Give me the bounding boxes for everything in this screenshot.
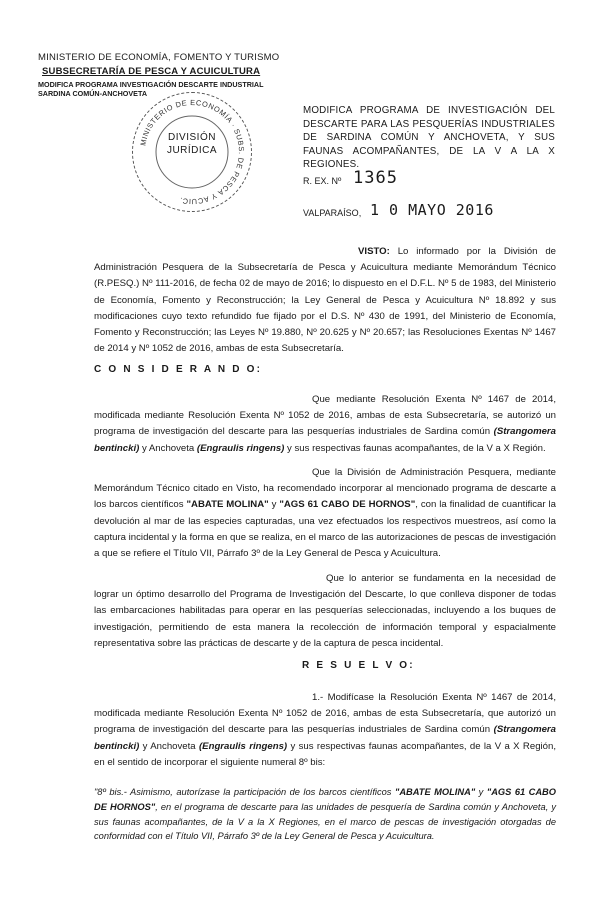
stamp-line-2: JURÍDICA	[166, 145, 218, 156]
c2-text-e: , con la finalidad de cuantificar la devolución al mar de las especies capturadas, una vez efectuados los respectivos muestreos, así como la captura incidental y la forma en que se realiza, en el marco de las autorizaciones de pescas de investigación a que se refiere el Título VII, Párrafo 3º de la Ley General de Pesca y Acuicultura.	[94, 499, 556, 560]
visto-label: VISTO:	[358, 246, 390, 257]
r1-text-e: y sus respectivas faunas acompañantes, de la V a X Región, en el sentido de incorporar el siguiente numeral 8º bis:	[94, 740, 556, 768]
resolution-date: 1 0 MAYO 2016	[370, 201, 494, 219]
c1-text-c: y Anchoveta	[139, 442, 197, 454]
reference-line-1: MODIFICA PROGRAMA INVESTIGACIÓN DESCARTE INDUSTRIAL	[38, 80, 264, 89]
resuelvo-heading: R E S U E L V O:	[302, 660, 415, 671]
c2-vessel-1: "ABATE MOLINA"	[186, 499, 269, 511]
c1-species-1: (Strangomera bentincki)	[94, 426, 556, 454]
r1-species-1: (Strangomera bentincki)	[94, 724, 556, 752]
resolution-number-label: R. EX. Nº	[303, 176, 342, 186]
ministry-name: MINISTERIO DE ECONOMÍA, FOMENTO Y TURISMO	[38, 52, 280, 63]
c2-text-a: Que la División de Administración Pesquera, mediante Memorándum Técnico citado en Visto, ha recomendado incorporar al mencionado programa de descarte a los barcos científicos	[94, 467, 556, 511]
q-vessel-2: "AGS 61 CABO DE HORNOS"	[94, 787, 556, 812]
c1-text-e: y sus respectivas faunas acompañantes, de la V a X Región.	[284, 442, 546, 454]
q-vessel-1: "ABATE MOLINA"	[394, 787, 476, 797]
considerando-paragraph-1	[94, 392, 556, 457]
subsecretaria-name: SUBSECRETARÍA DE PESCA Y ACUICULTURA	[42, 66, 261, 77]
considerando-paragraph-2	[94, 465, 556, 562]
place-label: VALPARAÍSO,	[303, 208, 362, 218]
c2-vessel-2: "AGS 61 CABO DE HORNOS"	[279, 499, 416, 511]
resolution-subject: MODIFICA PROGRAMA DE INVESTIGACIÓN DEL DESCARTE PARA LAS PESQUERÍAS INDUSTRIALES DE SARDINA COMÚN Y ANCHOVETA, Y SUS FAUNAS ACOMPAÑANTES, DE LA V A LA X REGIONES.	[303, 105, 555, 170]
reference-line-2: SARDINA COMÚN-ANCHOVETA	[38, 89, 148, 98]
q-text-a: "8º bis.- Asimismo, autorízase la participación de los barcos científicos	[94, 787, 395, 797]
stamp-ring-text: MINISTERIO DE ECONOMÍA · SUBS. DE PESCA Y ACUIC.	[138, 97, 247, 207]
considerando-paragraph-3: Que lo anterior se fundamenta en la necesidad de lograr un óptimo desarrollo del Programa de Investigación del Descarte, lo que conlleva disponer de todas las embarcaciones habilitadas para operar en las pesquerías seleccionadas, incluyendo a los buques de investigación, permitiendo de esta manera la recolección de información temporal y espacialmente representativa sobre las prácticas de descarte y de la captura de pesca incidental.	[94, 573, 556, 649]
numeral-8-bis-quote	[94, 785, 556, 844]
considerando-heading: C O N S I D E R A N D O:	[94, 364, 263, 375]
resuelvo-paragraph-1	[94, 690, 556, 771]
resolution-number: 1365	[353, 168, 398, 188]
stamp-line-1: DIVISIÓN	[168, 132, 216, 143]
visto-paragraph	[94, 244, 556, 357]
c2-text-c: y	[268, 499, 280, 511]
c1-text-a: Que mediante Resolución Exenta Nº 1467 de 2014, modificada mediante Resolución Exenta Nº 1052 de 2016, ambas de esta Subsecretaría, se autorizó un programa de investigación del descarte para las pesquerías industriales de Sardina común	[94, 394, 556, 438]
q-text-e: , en el programa de descarte para las unidades de pesquería de Sardina común y Anchoveta, y sus faunas acompañantes, de la V a la X Regiones, en el marco de pescas de investigación otorgadas de conformidad con el Título VII, Párrafo 3º de la Ley General de Pesca y Acuicultura.	[94, 801, 556, 842]
division-juridica-stamp	[132, 92, 252, 212]
q-text-c: y	[475, 787, 487, 797]
r1-species-2: (Engraulis ringens)	[198, 740, 288, 752]
visto-text: Lo informado por la División de Administración Pesquera de la Subsecretaría de Pesca y Acuicultura mediante Memorándum Técnico (R.PESQ.) Nº 111-2016, de fecha 02 de mayo de 2016; lo dispuesto en el D.F.L. Nº 5 de 1983, del Ministerio de Economía, Fomento y Reconstrucción; la Ley General de Pesca y Acuicultura Nº 18.892 y sus modificaciones cuyo texto refundido fue fijado por el D.S. Nº 430 de 1991, del Ministerio de Economía, Fomento y Reconstrucción; las Leyes Nº 19.880, Nº 20.625 y Nº 20.657; las Resoluciones Exentas Nº 1467 de 2014 y Nº 1052 de 2016, ambas de esta Subsecretaría.	[94, 246, 556, 355]
r1-text-a: 1.- Modifícase la Resolución Exenta Nº 1467 de 2014, modificada mediante Resolución Exenta Nº 1052 de 2016, ambas de esta Subsecretaría, que autorizó un programa de investigación del descarte para las pesquerías industriales de Sardina común	[94, 692, 556, 736]
r1-text-c: y Anchoveta	[139, 740, 199, 752]
c1-species-2: (Engraulis ringens)	[196, 442, 285, 454]
